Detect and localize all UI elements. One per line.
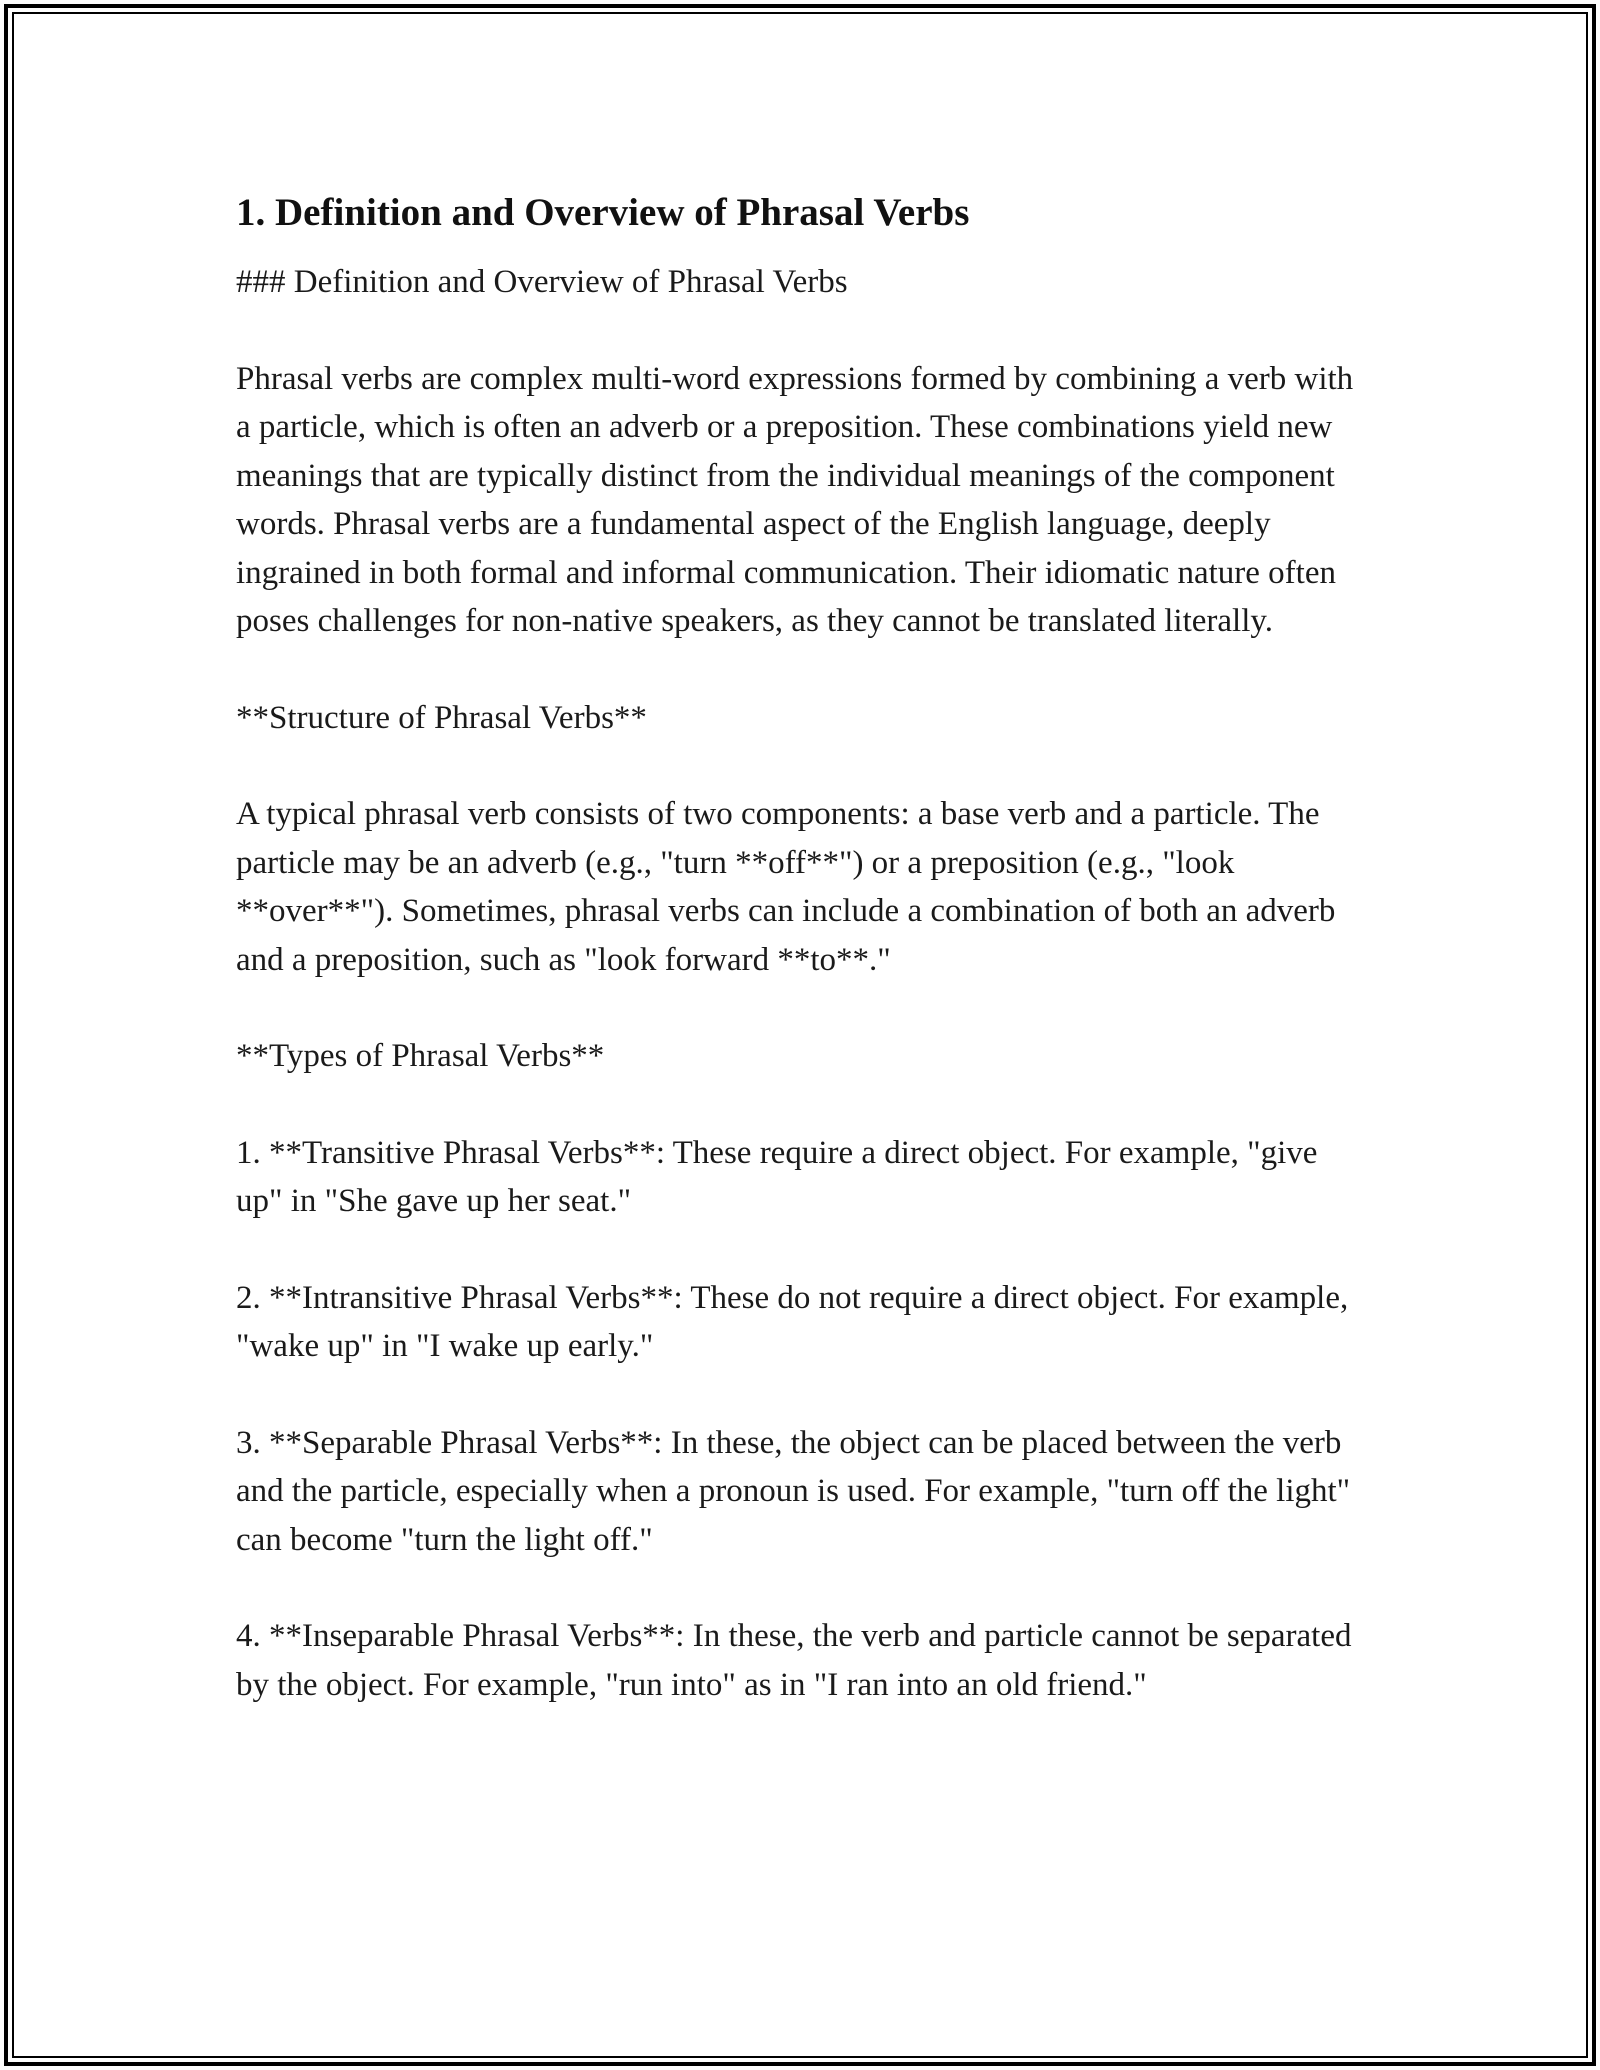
type-item-separable: 3. **Separable Phrasal Verbs**: In these, the object can be placed between the verb and the particle, especially when a pronoun is used. For example, "turn off the light" can become "turn the light off." bbox=[236, 1424, 1351, 1558]
types-heading: **Types of Phrasal Verbs** bbox=[236, 1038, 605, 1074]
type-item-intransitive: 2. **Intransitive Phrasal Verbs**: These do not require a direct object. For example, "wake up" in "I wake up early." bbox=[236, 1279, 1349, 1364]
structure-heading: **Structure of Phrasal Verbs** bbox=[236, 699, 647, 736]
type-item-inseparable: 4. **Inseparable Phrasal Verbs**: In these, the verb and particle cannot be separated by the object. For example, "run into" as in "I ran into an old friend." bbox=[236, 1618, 1352, 1703]
subheading-markdown: ### Definition and Overview of Phrasal Verbs bbox=[236, 264, 848, 300]
type-item-transitive: 1. **Transitive Phrasal Verbs**: These require a direct object. For example, "give up" in "She gave up her seat." bbox=[236, 1134, 1318, 1219]
document-title: 1. Definition and Overview of Phrasal Verbs bbox=[236, 191, 970, 234]
intro-paragraph: Phrasal verbs are complex multi-word expressions formed by combining a verb with a particle, which is often an adverb or a preposition. These combinations yield new meanings that are typically distinct from the individual meanings of the component words. Phrasal verbs are a fundamental aspect of the English language, deeply ingrained in both formal and informal communication. Their idiomatic nature often poses challenges for non-native speakers, as they cannot be translated literally. bbox=[236, 360, 1354, 639]
structure-paragraph: A typical phrasal verb consists of two components: a base verb and a particle. The particle may be an adverb (e.g., "turn **off**") or a preposition (e.g., "look **over**"). Sometimes, phrasal verbs can include a combination of both an adverb and a preposition, such as "look forward **to**." bbox=[236, 796, 1336, 978]
document-body bbox=[236, 186, 1366, 1757]
